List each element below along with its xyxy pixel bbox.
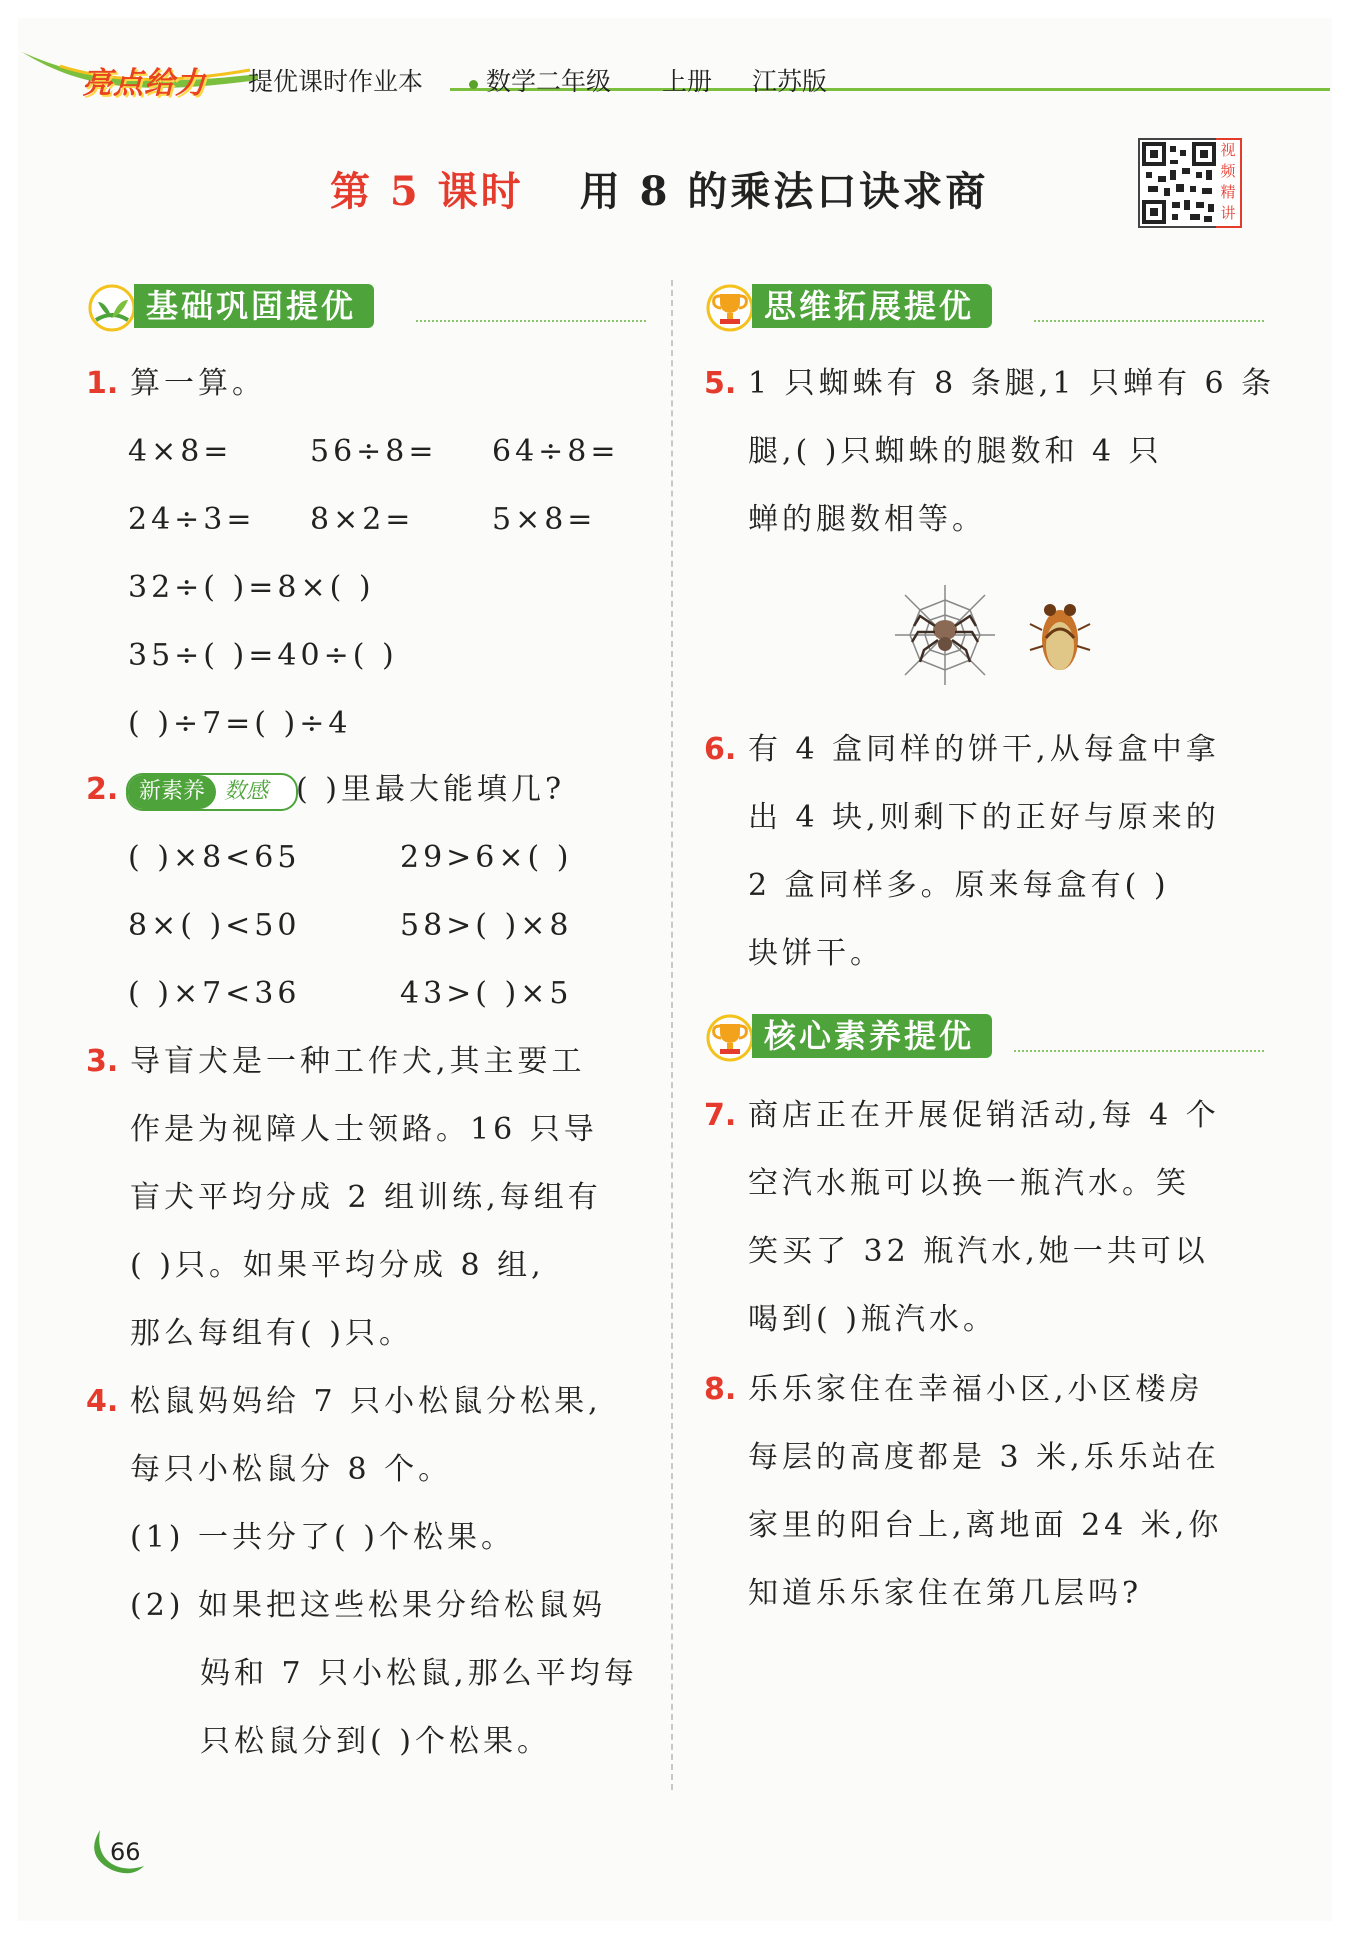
sub-question-1: (1) 一共分了( )个松果。 — [130, 1520, 515, 1555]
question-number: 7. — [704, 1098, 737, 1133]
question-text-line: ( )只。如果平均分成 8 组, — [130, 1248, 545, 1283]
question-text-line: 腿,( )只蜘蛛的腿数和 4 只 — [748, 434, 1163, 469]
inequality-item: ( )×8<65 — [128, 840, 301, 875]
header-subject: 数学二年级 — [486, 67, 612, 96]
trophy-icon — [704, 280, 756, 332]
lesson-number: 第 5 课时 — [330, 168, 524, 215]
question-number: 8. — [704, 1372, 737, 1407]
page-number: 66 — [110, 1838, 141, 1866]
inequality-item: 8×( )<50 — [128, 908, 301, 943]
header-volume: 上册 — [662, 67, 713, 96]
fill-blank-item: ( )÷7=( )÷4 — [128, 706, 352, 741]
section-basic-label: 基础巩固提优 — [134, 284, 374, 328]
calc-item: 4×8= — [128, 434, 233, 469]
question-text-line: 笑买了 32 瓶汽水,她一共可以 — [748, 1234, 1209, 1269]
header-edition: 江苏版 — [752, 67, 828, 96]
section-core-label: 核心素养提优 — [752, 1014, 992, 1058]
question-number: 4. — [86, 1384, 119, 1419]
spider-cicada-illustration — [890, 580, 1110, 690]
series-subtitle: 提优课时作业本 — [248, 67, 424, 96]
calc-item: 5×8= — [492, 502, 597, 537]
series-logo: 亮点给力 — [82, 66, 206, 101]
trophy-icon — [704, 1010, 756, 1062]
question-text-line: 只松鼠分到( )个松果。 — [200, 1724, 551, 1759]
inequality-item: 43>( )×5 — [400, 976, 573, 1011]
sprout-icon — [86, 280, 138, 332]
section-basic — [86, 280, 646, 332]
column-divider — [671, 280, 673, 1790]
question-number: 1. — [86, 366, 119, 401]
question-text-line: 知道乐乐家住在第几层吗? — [748, 1576, 1143, 1611]
question-text-line: 块饼干。 — [748, 936, 884, 971]
question-text-line: 出 4 块,则剩下的正好与原来的 — [748, 800, 1220, 835]
calc-item: 8×2= — [310, 502, 415, 537]
question-text-line: 那么每组有( )只。 — [130, 1316, 413, 1351]
question-text-line: 妈和 7 只小松鼠,那么平均每 — [200, 1656, 638, 1691]
inequality-item: 58>( )×8 — [400, 908, 573, 943]
question-text-line: 商店正在开展促销活动,每 4 个 — [748, 1098, 1220, 1133]
inequality-item: 29>6×( ) — [400, 840, 573, 875]
fill-blank-item: 35÷( )=40÷( ) — [128, 638, 398, 673]
question-text-line: 有 4 盒同样的饼干,从每盒中拿 — [748, 732, 1220, 767]
qr-code[interactable] — [1138, 138, 1220, 228]
question-text-line: 乐乐家住在幸福小区,小区楼房 — [748, 1372, 1204, 1407]
sub-question-2: (2) 如果把这些松果分给松鼠妈 — [130, 1588, 607, 1623]
badge-topic: 数感 — [224, 779, 269, 804]
question-text-line: 每只小松鼠分 8 个。 — [130, 1452, 453, 1487]
cicada-icon — [1030, 604, 1090, 670]
calc-item: 24÷3= — [128, 502, 256, 537]
question-text-line: 1 只蜘蛛有 8 条腿,1 只蝉有 6 条 — [748, 366, 1276, 401]
section-rule — [1034, 320, 1264, 322]
question-text-line: 松鼠妈妈给 7 只小松鼠分松果, — [130, 1384, 602, 1419]
question-text-line: 每层的高度都是 3 米,乐乐站在 — [748, 1440, 1220, 1475]
section-thinking — [704, 280, 1264, 332]
fill-blank-item: 32÷( )=8×( ) — [128, 570, 375, 605]
question-text-line: 家里的阳台上,离地面 24 米,你 — [748, 1508, 1223, 1543]
question-text-line: 2 盒同样多。原来每盒有( ) — [748, 868, 1170, 903]
calc-item: 56÷8= — [310, 434, 438, 469]
section-rule — [1014, 1050, 1264, 1052]
question-text-line: 空汽水瓶可以换一瓶汽水。笑 — [748, 1166, 1190, 1201]
video-explanation-tag: 视频精讲 — [1216, 138, 1242, 228]
calc-item: 64÷8= — [492, 434, 620, 469]
question-number: 2. — [86, 772, 119, 807]
question-text-line: 蝉的腿数相等。 — [748, 502, 986, 537]
question-number: 5. — [704, 366, 737, 401]
inequality-item: ( )×7<36 — [128, 976, 301, 1011]
question-number: 6. — [704, 732, 737, 767]
lesson-name: 用 8 的乘法口诀求商 — [579, 168, 989, 215]
question-number: 3. — [86, 1044, 119, 1079]
new-literacy-badge — [126, 773, 298, 811]
section-core — [704, 1010, 1264, 1062]
question-stem: 算一算。 — [130, 366, 266, 401]
question-text-line: 盲犬平均分成 2 组训练,每组有 — [130, 1180, 602, 1215]
header-dot — [469, 80, 478, 89]
question-text-line: 导盲犬是一种工作犬,其主要工 — [130, 1044, 586, 1079]
section-rule — [416, 320, 646, 322]
question-text-line: 喝到( )瓶汽水。 — [748, 1302, 997, 1337]
question-text-line: 作是为视障人士领路。16 只导 — [130, 1112, 598, 1147]
lesson-title — [330, 160, 988, 217]
running-header — [20, 40, 1330, 120]
question-stem: ( )里最大能填几? — [296, 772, 566, 807]
section-thinking-label: 思维拓展提优 — [752, 284, 992, 328]
badge-label: 新素养 — [128, 775, 216, 809]
